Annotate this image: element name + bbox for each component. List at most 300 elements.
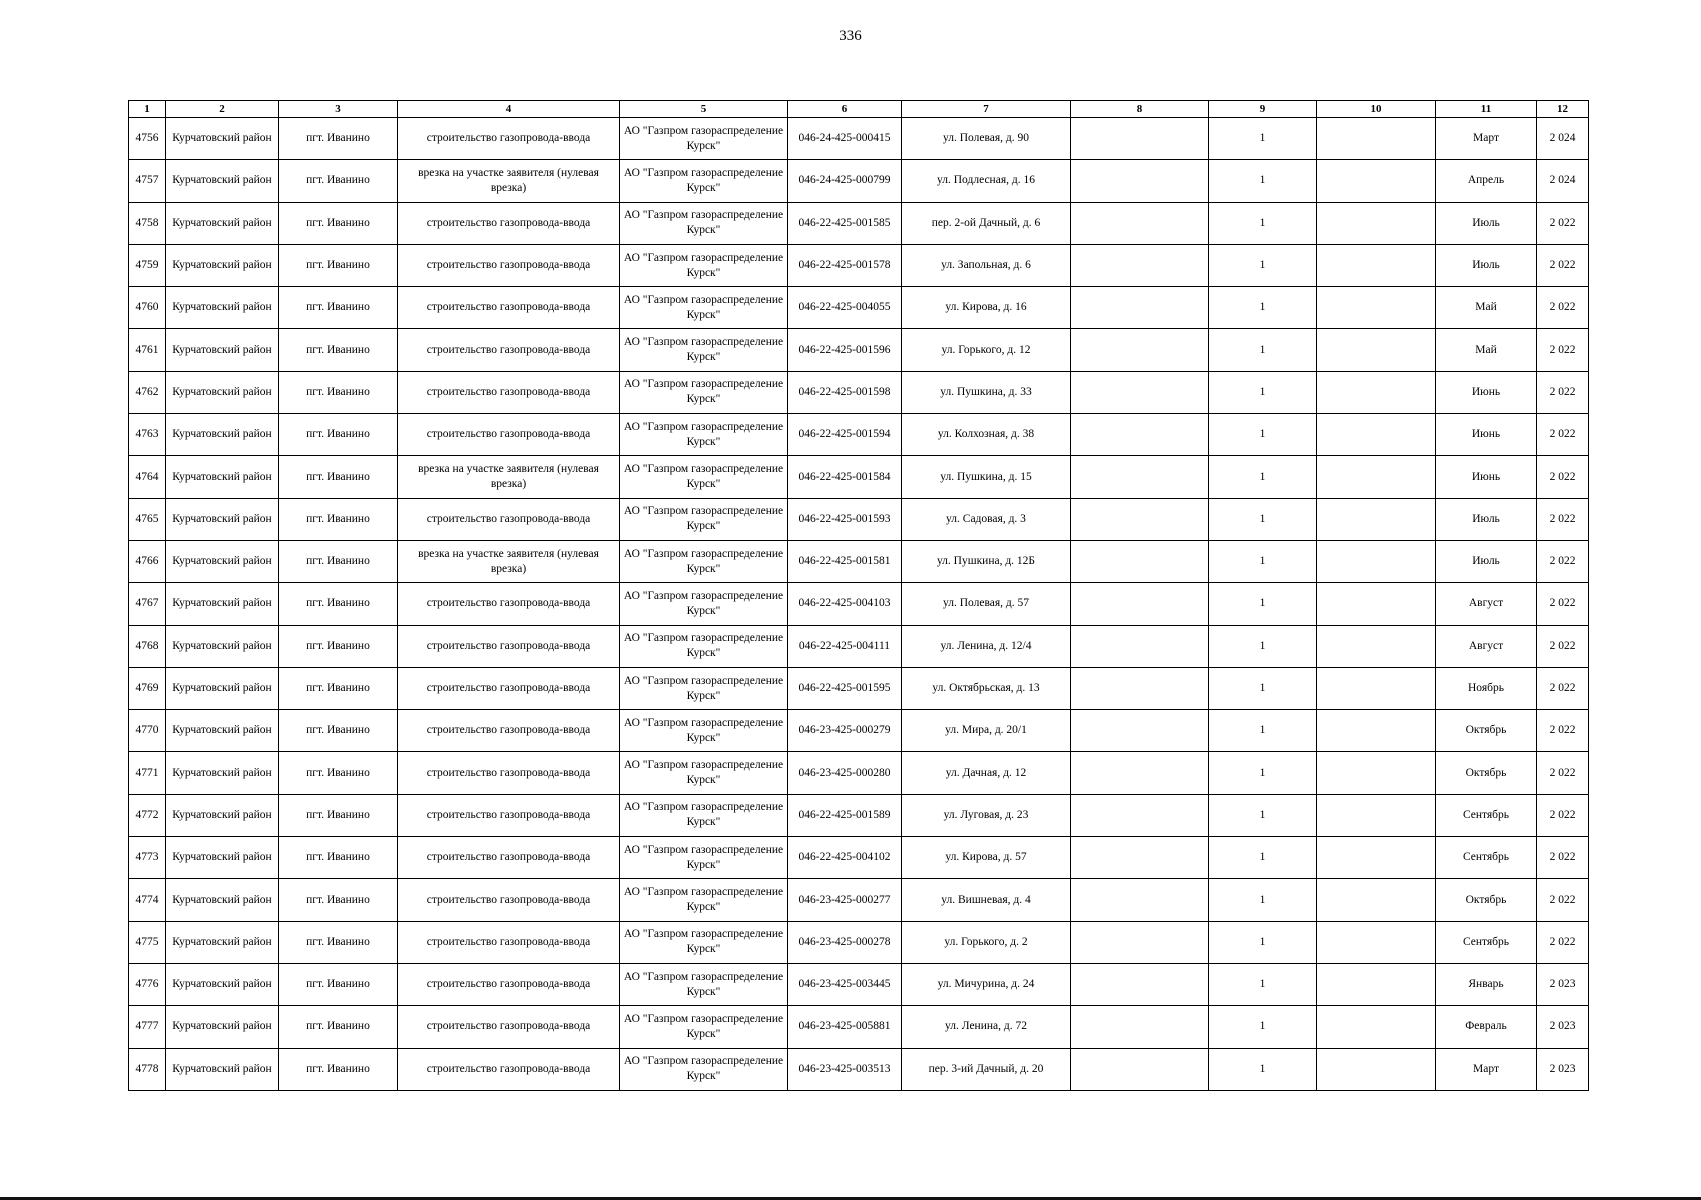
cell-count: 1: [1209, 414, 1317, 456]
cell-count: 1: [1209, 160, 1317, 202]
cell-row-number: 4770: [129, 710, 166, 752]
cell-district: Курчатовский район: [166, 625, 279, 667]
cell-work-type: строительство газопровода-ввода: [398, 1006, 620, 1048]
cell-organization: АО "Газпром газораспределение Курск": [620, 118, 788, 160]
cell-work-type: строительство газопровода-ввода: [398, 414, 620, 456]
table-row: [129, 540, 1589, 582]
cell-request-number: 046-22-425-001596: [788, 329, 902, 371]
cell-col-10: [1317, 921, 1436, 963]
table-row: [129, 414, 1589, 456]
cell-organization: АО "Газпром газораспределение Курск": [620, 202, 788, 244]
cell-address: ул. Пушкина, д. 15: [902, 456, 1071, 498]
table-row: [129, 667, 1589, 709]
cell-count: 1: [1209, 540, 1317, 582]
cell-district: Курчатовский район: [166, 329, 279, 371]
cell-district: Курчатовский район: [166, 667, 279, 709]
cell-work-type: врезка на участке заявителя (нулевая врезка): [398, 540, 620, 582]
cell-month: Октябрь: [1436, 710, 1537, 752]
cell-work-type: врезка на участке заявителя (нулевая врезка): [398, 456, 620, 498]
cell-request-number: 046-22-425-001584: [788, 456, 902, 498]
cell-request-number: 046-22-425-001585: [788, 202, 902, 244]
cell-settlement: пгт. Иванино: [279, 752, 398, 794]
cell-col-10: [1317, 287, 1436, 329]
cell-row-number: 4756: [129, 118, 166, 160]
column-header-7: 7: [902, 101, 1071, 118]
cell-request-number: 046-24-425-000415: [788, 118, 902, 160]
column-header-4: 4: [398, 101, 620, 118]
cell-year: 2 024: [1537, 160, 1589, 202]
cell-row-number: 4772: [129, 794, 166, 836]
cell-settlement: пгт. Иванино: [279, 667, 398, 709]
cell-count: 1: [1209, 456, 1317, 498]
cell-row-number: 4766: [129, 540, 166, 582]
table-row: [129, 498, 1589, 540]
cell-settlement: пгт. Иванино: [279, 921, 398, 963]
cell-row-number: 4769: [129, 667, 166, 709]
cell-year: 2 023: [1537, 963, 1589, 1005]
cell-address: ул. Запольная, д. 6: [902, 244, 1071, 286]
cell-work-type: строительство газопровода-ввода: [398, 837, 620, 879]
column-header-12: 12: [1537, 101, 1589, 118]
cell-request-number: 046-22-425-004055: [788, 287, 902, 329]
cell-settlement: пгт. Иванино: [279, 371, 398, 413]
cell-address: ул. Кирова, д. 16: [902, 287, 1071, 329]
cell-year: 2 022: [1537, 879, 1589, 921]
cell-request-number: 046-22-425-001598: [788, 371, 902, 413]
cell-row-number: 4767: [129, 583, 166, 625]
cell-col-8: [1071, 921, 1209, 963]
table-row: [129, 244, 1589, 286]
cell-district: Курчатовский район: [166, 837, 279, 879]
cell-col-10: [1317, 710, 1436, 752]
cell-district: Курчатовский район: [166, 160, 279, 202]
table-row: [129, 371, 1589, 413]
cell-work-type: строительство газопровода-ввода: [398, 329, 620, 371]
cell-request-number: 046-22-425-004102: [788, 837, 902, 879]
cell-col-8: [1071, 963, 1209, 1005]
cell-row-number: 4760: [129, 287, 166, 329]
cell-col-10: [1317, 583, 1436, 625]
cell-year: 2 024: [1537, 118, 1589, 160]
cell-row-number: 4757: [129, 160, 166, 202]
cell-organization: АО "Газпром газораспределение Курск": [620, 160, 788, 202]
cell-organization: АО "Газпром газораспределение Курск": [620, 329, 788, 371]
cell-month: Октябрь: [1436, 752, 1537, 794]
cell-col-8: [1071, 414, 1209, 456]
cell-row-number: 4773: [129, 837, 166, 879]
cell-col-8: [1071, 1048, 1209, 1090]
data-table: [128, 100, 1589, 1091]
column-header-6: 6: [788, 101, 902, 118]
cell-col-10: [1317, 329, 1436, 371]
table-row: [129, 160, 1589, 202]
cell-request-number: 046-23-425-000278: [788, 921, 902, 963]
cell-count: 1: [1209, 329, 1317, 371]
cell-row-number: 4777: [129, 1006, 166, 1048]
cell-district: Курчатовский район: [166, 710, 279, 752]
cell-month: Сентябрь: [1436, 794, 1537, 836]
cell-settlement: пгт. Иванино: [279, 287, 398, 329]
cell-row-number: 4774: [129, 879, 166, 921]
cell-request-number: 046-22-425-001595: [788, 667, 902, 709]
cell-col-10: [1317, 794, 1436, 836]
cell-month: Август: [1436, 625, 1537, 667]
cell-settlement: пгт. Иванино: [279, 456, 398, 498]
table-row: [129, 287, 1589, 329]
cell-district: Курчатовский район: [166, 963, 279, 1005]
cell-address: ул. Луговая, д. 23: [902, 794, 1071, 836]
cell-month: Ноябрь: [1436, 667, 1537, 709]
cell-request-number: 046-23-425-000277: [788, 879, 902, 921]
cell-work-type: строительство газопровода-ввода: [398, 244, 620, 286]
cell-col-8: [1071, 498, 1209, 540]
cell-request-number: 046-23-425-000280: [788, 752, 902, 794]
cell-row-number: 4776: [129, 963, 166, 1005]
cell-year: 2 022: [1537, 794, 1589, 836]
cell-count: 1: [1209, 244, 1317, 286]
cell-count: 1: [1209, 794, 1317, 836]
cell-organization: АО "Газпром газораспределение Курск": [620, 414, 788, 456]
cell-settlement: пгт. Иванино: [279, 540, 398, 582]
cell-col-10: [1317, 667, 1436, 709]
cell-district: Курчатовский район: [166, 1006, 279, 1048]
cell-organization: АО "Газпром газораспределение Курск": [620, 963, 788, 1005]
cell-settlement: пгт. Иванино: [279, 794, 398, 836]
cell-col-10: [1317, 371, 1436, 413]
cell-month: Май: [1436, 329, 1537, 371]
cell-year: 2 022: [1537, 414, 1589, 456]
cell-count: 1: [1209, 752, 1317, 794]
cell-settlement: пгт. Иванино: [279, 625, 398, 667]
cell-address: ул. Садовая, д. 3: [902, 498, 1071, 540]
cell-row-number: 4771: [129, 752, 166, 794]
table-row: [129, 1006, 1589, 1048]
cell-organization: АО "Газпром газораспределение Курск": [620, 1006, 788, 1048]
cell-district: Курчатовский район: [166, 414, 279, 456]
cell-col-10: [1317, 540, 1436, 582]
cell-col-8: [1071, 710, 1209, 752]
cell-year: 2 022: [1537, 456, 1589, 498]
cell-count: 1: [1209, 667, 1317, 709]
cell-settlement: пгт. Иванино: [279, 1006, 398, 1048]
table-row: [129, 752, 1589, 794]
cell-count: 1: [1209, 837, 1317, 879]
table-row: [129, 794, 1589, 836]
cell-request-number: 046-22-425-004103: [788, 583, 902, 625]
cell-settlement: пгт. Иванино: [279, 160, 398, 202]
cell-col-8: [1071, 118, 1209, 160]
cell-address: ул. Пушкина, д. 12Б: [902, 540, 1071, 582]
cell-month: Апрель: [1436, 160, 1537, 202]
cell-col-10: [1317, 625, 1436, 667]
cell-settlement: пгт. Иванино: [279, 118, 398, 160]
column-header-2: 2: [166, 101, 279, 118]
cell-count: 1: [1209, 625, 1317, 667]
cell-row-number: 4768: [129, 625, 166, 667]
cell-col-8: [1071, 371, 1209, 413]
cell-month: Июль: [1436, 244, 1537, 286]
cell-col-8: [1071, 583, 1209, 625]
cell-request-number: 046-23-425-003445: [788, 963, 902, 1005]
column-header-1: 1: [129, 101, 166, 118]
table-body: [129, 118, 1589, 1091]
cell-col-10: [1317, 752, 1436, 794]
cell-address: ул. Подлесная, д. 16: [902, 160, 1071, 202]
cell-work-type: строительство газопровода-ввода: [398, 202, 620, 244]
cell-count: 1: [1209, 371, 1317, 413]
cell-request-number: 046-22-425-001581: [788, 540, 902, 582]
cell-year: 2 022: [1537, 540, 1589, 582]
cell-month: Март: [1436, 1048, 1537, 1090]
cell-month: Октябрь: [1436, 879, 1537, 921]
cell-request-number: 046-23-425-005881: [788, 1006, 902, 1048]
cell-year: 2 023: [1537, 1048, 1589, 1090]
table-row: [129, 879, 1589, 921]
table-row: [129, 329, 1589, 371]
cell-month: Июль: [1436, 202, 1537, 244]
cell-year: 2 022: [1537, 921, 1589, 963]
cell-year: 2 022: [1537, 752, 1589, 794]
table-row: [129, 583, 1589, 625]
cell-work-type: строительство газопровода-ввода: [398, 921, 620, 963]
cell-request-number: 046-22-425-001594: [788, 414, 902, 456]
cell-row-number: 4761: [129, 329, 166, 371]
cell-district: Курчатовский район: [166, 371, 279, 413]
cell-settlement: пгт. Иванино: [279, 583, 398, 625]
cell-settlement: пгт. Иванино: [279, 244, 398, 286]
table-row: [129, 921, 1589, 963]
cell-count: 1: [1209, 921, 1317, 963]
cell-count: 1: [1209, 498, 1317, 540]
cell-col-10: [1317, 1048, 1436, 1090]
cell-col-10: [1317, 414, 1436, 456]
cell-col-8: [1071, 540, 1209, 582]
cell-organization: АО "Газпром газораспределение Курск": [620, 371, 788, 413]
cell-row-number: 4762: [129, 371, 166, 413]
cell-settlement: пгт. Иванино: [279, 837, 398, 879]
cell-district: Курчатовский район: [166, 583, 279, 625]
table-row: [129, 202, 1589, 244]
cell-col-8: [1071, 625, 1209, 667]
cell-district: Курчатовский район: [166, 498, 279, 540]
cell-work-type: строительство газопровода-ввода: [398, 583, 620, 625]
cell-count: 1: [1209, 583, 1317, 625]
cell-address: ул. Ленина, д. 12/4: [902, 625, 1071, 667]
cell-district: Курчатовский район: [166, 752, 279, 794]
cell-work-type: строительство газопровода-ввода: [398, 287, 620, 329]
cell-address: пер. 3-ий Дачный, д. 20: [902, 1048, 1071, 1090]
cell-district: Курчатовский район: [166, 794, 279, 836]
cell-col-8: [1071, 160, 1209, 202]
cell-month: Сентябрь: [1436, 921, 1537, 963]
cell-work-type: строительство газопровода-ввода: [398, 371, 620, 413]
cell-district: Курчатовский район: [166, 202, 279, 244]
cell-address: ул. Мичурина, д. 24: [902, 963, 1071, 1005]
cell-organization: АО "Газпром газораспределение Курск": [620, 667, 788, 709]
cell-settlement: пгт. Иванино: [279, 963, 398, 1005]
cell-year: 2 022: [1537, 202, 1589, 244]
cell-col-10: [1317, 244, 1436, 286]
cell-row-number: 4758: [129, 202, 166, 244]
cell-year: 2 022: [1537, 837, 1589, 879]
cell-year: 2 022: [1537, 244, 1589, 286]
cell-request-number: 046-23-425-003513: [788, 1048, 902, 1090]
cell-district: Курчатовский район: [166, 287, 279, 329]
cell-col-8: [1071, 1006, 1209, 1048]
cell-district: Курчатовский район: [166, 1048, 279, 1090]
table-header-row: [129, 101, 1589, 118]
cell-count: 1: [1209, 287, 1317, 329]
cell-address: ул. Вишневая, д. 4: [902, 879, 1071, 921]
cell-request-number: 046-23-425-000279: [788, 710, 902, 752]
cell-settlement: пгт. Иванино: [279, 879, 398, 921]
cell-district: Курчатовский район: [166, 244, 279, 286]
cell-count: 1: [1209, 118, 1317, 160]
cell-address: ул. Полевая, д. 90: [902, 118, 1071, 160]
column-header-11: 11: [1436, 101, 1537, 118]
cell-col-8: [1071, 794, 1209, 836]
cell-count: 1: [1209, 963, 1317, 1005]
cell-year: 2 022: [1537, 625, 1589, 667]
cell-year: 2 022: [1537, 287, 1589, 329]
cell-district: Курчатовский район: [166, 540, 279, 582]
cell-address: ул. Кирова, д. 57: [902, 837, 1071, 879]
table-row: [129, 1048, 1589, 1090]
column-header-10: 10: [1317, 101, 1436, 118]
cell-address: ул. Полевая, д. 57: [902, 583, 1071, 625]
cell-col-8: [1071, 329, 1209, 371]
cell-organization: АО "Газпром газораспределение Курск": [620, 540, 788, 582]
cell-address: ул. Октябрьская, д. 13: [902, 667, 1071, 709]
cell-col-8: [1071, 287, 1209, 329]
cell-count: 1: [1209, 1048, 1317, 1090]
cell-month: Июль: [1436, 540, 1537, 582]
cell-col-10: [1317, 118, 1436, 160]
cell-year: 2 022: [1537, 498, 1589, 540]
cell-district: Курчатовский район: [166, 456, 279, 498]
cell-organization: АО "Газпром газораспределение Курск": [620, 456, 788, 498]
cell-col-8: [1071, 202, 1209, 244]
cell-col-10: [1317, 160, 1436, 202]
cell-request-number: 046-22-425-004111: [788, 625, 902, 667]
cell-month: Июнь: [1436, 371, 1537, 413]
cell-address: ул. Ленина, д. 72: [902, 1006, 1071, 1048]
cell-address: ул. Пушкина, д. 33: [902, 371, 1071, 413]
cell-count: 1: [1209, 1006, 1317, 1048]
cell-year: 2 022: [1537, 667, 1589, 709]
cell-organization: АО "Газпром газораспределение Курск": [620, 583, 788, 625]
cell-work-type: врезка на участке заявителя (нулевая врезка): [398, 160, 620, 202]
column-header-8: 8: [1071, 101, 1209, 118]
cell-organization: АО "Газпром газораспределение Курск": [620, 794, 788, 836]
cell-organization: АО "Газпром газораспределение Курск": [620, 921, 788, 963]
column-header-3: 3: [279, 101, 398, 118]
cell-col-10: [1317, 879, 1436, 921]
cell-address: пер. 2-ой Дачный, д. 6: [902, 202, 1071, 244]
cell-settlement: пгт. Иванино: [279, 1048, 398, 1090]
cell-work-type: строительство газопровода-ввода: [398, 625, 620, 667]
cell-settlement: пгт. Иванино: [279, 414, 398, 456]
cell-count: 1: [1209, 202, 1317, 244]
cell-year: 2 022: [1537, 329, 1589, 371]
cell-col-10: [1317, 202, 1436, 244]
column-header-9: 9: [1209, 101, 1317, 118]
cell-work-type: строительство газопровода-ввода: [398, 794, 620, 836]
cell-col-10: [1317, 1006, 1436, 1048]
cell-address: ул. Мира, д. 20/1: [902, 710, 1071, 752]
cell-work-type: строительство газопровода-ввода: [398, 710, 620, 752]
cell-organization: АО "Газпром газораспределение Курск": [620, 752, 788, 794]
cell-col-8: [1071, 667, 1209, 709]
table-row: [129, 625, 1589, 667]
cell-row-number: 4759: [129, 244, 166, 286]
cell-col-8: [1071, 456, 1209, 498]
data-table-container: [128, 100, 1589, 1091]
cell-organization: АО "Газпром газораспределение Курск": [620, 879, 788, 921]
cell-request-number: 046-22-425-001589: [788, 794, 902, 836]
cell-month: Август: [1436, 583, 1537, 625]
cell-address: ул. Дачная, д. 12: [902, 752, 1071, 794]
table-row: [129, 710, 1589, 752]
cell-address: ул. Горького, д. 2: [902, 921, 1071, 963]
cell-col-8: [1071, 879, 1209, 921]
cell-row-number: 4765: [129, 498, 166, 540]
cell-organization: АО "Газпром газораспределение Курск": [620, 710, 788, 752]
cell-month: Март: [1436, 118, 1537, 160]
cell-month: Июнь: [1436, 456, 1537, 498]
cell-work-type: строительство газопровода-ввода: [398, 1048, 620, 1090]
cell-year: 2 022: [1537, 371, 1589, 413]
cell-organization: АО "Газпром газораспределение Курск": [620, 244, 788, 286]
table-row: [129, 118, 1589, 160]
cell-organization: АО "Газпром газораспределение Курск": [620, 287, 788, 329]
cell-month: Сентябрь: [1436, 837, 1537, 879]
cell-month: Июль: [1436, 498, 1537, 540]
cell-district: Курчатовский район: [166, 118, 279, 160]
cell-request-number: 046-22-425-001593: [788, 498, 902, 540]
cell-row-number: 4764: [129, 456, 166, 498]
cell-count: 1: [1209, 710, 1317, 752]
cell-row-number: 4775: [129, 921, 166, 963]
cell-work-type: строительство газопровода-ввода: [398, 752, 620, 794]
cell-settlement: пгт. Иванино: [279, 710, 398, 752]
cell-year: 2 023: [1537, 1006, 1589, 1048]
cell-request-number: 046-22-425-001578: [788, 244, 902, 286]
cell-settlement: пгт. Иванино: [279, 202, 398, 244]
cell-request-number: 046-24-425-000799: [788, 160, 902, 202]
cell-district: Курчатовский район: [166, 879, 279, 921]
cell-month: Июнь: [1436, 414, 1537, 456]
table-row: [129, 963, 1589, 1005]
cell-row-number: 4778: [129, 1048, 166, 1090]
cell-settlement: пгт. Иванино: [279, 498, 398, 540]
cell-organization: АО "Газпром газораспределение Курск": [620, 625, 788, 667]
cell-row-number: 4763: [129, 414, 166, 456]
cell-col-8: [1071, 752, 1209, 794]
cell-month: Январь: [1436, 963, 1537, 1005]
cell-month: Май: [1436, 287, 1537, 329]
column-header-5: 5: [620, 101, 788, 118]
cell-col-10: [1317, 963, 1436, 1005]
cell-address: ул. Колхозная, д. 38: [902, 414, 1071, 456]
cell-year: 2 022: [1537, 583, 1589, 625]
cell-organization: АО "Газпром газораспределение Курск": [620, 498, 788, 540]
table-row: [129, 837, 1589, 879]
cell-col-10: [1317, 456, 1436, 498]
cell-work-type: строительство газопровода-ввода: [398, 118, 620, 160]
cell-col-10: [1317, 837, 1436, 879]
cell-district: Курчатовский район: [166, 921, 279, 963]
